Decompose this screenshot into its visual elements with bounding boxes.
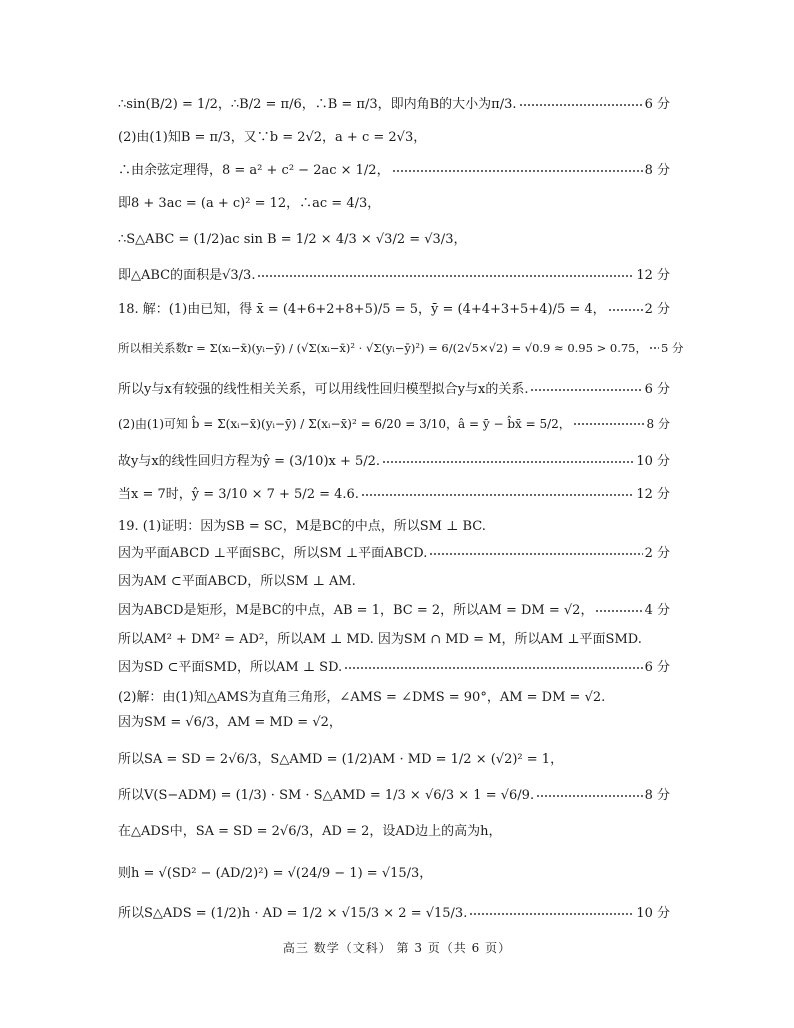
dot-leader: [429, 553, 642, 555]
line-text: 即8 + 3ac = (a + c)² = 12，∴ac = 4/3，: [118, 196, 381, 211]
line-text: 故y与x的线性回归方程为ŷ = (3/10)x + 5/2.: [118, 454, 381, 469]
solution-line-5: [118, 232, 670, 248]
solution-line-14: [118, 546, 670, 562]
line-text: 因为SD ⊂平面SMD，所以AM ⊥ SD.: [118, 660, 343, 675]
line-text: 当x = 7时，ŷ = 3/10 × 7 + 5/2 = 4.6.: [118, 487, 359, 502]
line-text: 所以y与x有较强的线性相关关系，可以用线性回归模型拟合y与x的关系.: [118, 382, 529, 397]
line-text: 因为AM ⊂平面ABCD，所以SM ⊥ AM.: [118, 574, 356, 589]
score-label: 12 分: [636, 487, 670, 502]
solution-line-7: [118, 302, 670, 318]
solution-line-9: [118, 382, 670, 398]
dot-leader: [344, 667, 642, 669]
dot-leader: [257, 275, 634, 277]
line-text: 所以相关系数r = Σ(xᵢ−x̄)(yᵢ−ȳ) / (√Σ(xᵢ−x̄)² · √Σ(yᵢ−ȳ)²) = 6/(2√5×√2) = √0.9 ≈ 0.95 > 0.75，: [118, 341, 647, 355]
dot-leader: [573, 423, 645, 425]
dot-leader: [595, 610, 642, 612]
line-text: ∴由余弦定理得，8 = a² + c² − 2ac × 1/2，: [118, 163, 390, 178]
dot-leader: [530, 389, 642, 391]
line-text: 则h = √(SD² − (AD/2)²) = √(24/9 − 1) = √15/3，: [118, 866, 433, 881]
solution-line-22: [118, 788, 670, 804]
dot-leader: [608, 309, 643, 311]
dot-leader: [649, 347, 659, 349]
score-label: 10 分: [636, 454, 670, 469]
dot-leader: [392, 170, 643, 172]
solution-line-16: [118, 603, 670, 619]
solution-line-24: [118, 866, 670, 882]
score-label: 10 分: [636, 906, 670, 921]
score-label: 12 分: [636, 268, 670, 283]
line-text: ∴S△ABC = (1/2)ac sin B = 1/2 × 4/3 × √3/2 = √3/3，: [118, 232, 467, 247]
score-label: 8 分: [644, 788, 670, 803]
dot-leader: [361, 494, 634, 496]
score-label: 2 分: [644, 546, 670, 561]
solution-line-15: [118, 574, 670, 590]
score-label: 6 分: [644, 382, 670, 397]
line-text: 因为平面ABCD ⊥平面SBC，所以SM ⊥平面ABCD.: [118, 546, 428, 561]
line-text: 在△ADS中，SA = SD = 2√6/3，AD = 2，设AD边上的高为h，: [118, 824, 502, 839]
line-text: 19. (1)证明：因为SB = SC，M是BC的中点，所以SM ⊥ BC.: [118, 519, 486, 534]
solution-line-20: [118, 715, 670, 731]
line-text: 18. 解：(1)由已知，得 x̄ = (4+6+2+8+5)/5 = 5，ȳ = (4+4+3+5+4)/5 = 4，: [118, 302, 606, 317]
solution-line-25: [118, 906, 670, 922]
line-text: (2)由(1)可知 b̂ = Σ(xᵢ−x̄)(yᵢ−ȳ) / Σ(xᵢ−x̄)² = 6/20 = 3/10，â = ȳ − b̂x̄ = 5/2，: [118, 417, 571, 431]
solution-line-3: [118, 163, 670, 179]
solution-line-10: [118, 416, 670, 432]
solution-line-19: [118, 690, 670, 706]
score-label: 2 分: [644, 302, 670, 317]
score-label: 4 分: [644, 603, 670, 618]
line-text: (2)解：由(1)知△AMS为直角三角形，∠AMS = ∠DMS = 90°，AM = DM = √2.: [118, 690, 606, 705]
line-text: 所以S△ADS = (1/2)h · AD = 1/2 × √15/3 × 2 = √15/3.: [118, 906, 468, 921]
solution-line-1: [118, 97, 670, 113]
solution-line-12: [118, 487, 670, 503]
page-footer: 高三 数学（文科） 第 3 页（共 6 页）: [282, 941, 512, 955]
solution-line-23: [118, 824, 670, 840]
solution-line-18: [118, 660, 670, 676]
score-label: 6 分: [644, 660, 670, 675]
dot-leader: [469, 913, 634, 915]
solution-line-11: [118, 454, 670, 470]
solution-line-8: [118, 340, 684, 356]
solution-line-17: [118, 632, 670, 648]
dot-leader: [536, 795, 643, 797]
line-text: 所以AM² + DM² = AD²，所以AM ⊥ MD. 因为SM ∩ MD = M，所以AM ⊥平面SMD.: [118, 632, 642, 647]
line-text: 因为ABCD是矩形，M是BC的中点，AB = 1，BC = 2，所以AM = DM = √2，: [118, 603, 594, 618]
score-label: 8 分: [644, 163, 670, 178]
solution-line-6: [118, 268, 670, 284]
line-text: ∴sin(B/2) = 1/2，∴B/2 = π/6，∴B = π/3，即内角B的大小为π/3.: [118, 97, 517, 112]
line-text: (2)由(1)知B = π/3，又∵b = 2√2，a + c = 2√3，: [118, 130, 427, 145]
solution-line-4: [118, 196, 670, 212]
line-text: 所以V(S−ADM) = (1/3) · SM · S△AMD = 1/3 × √6/3 × 1 = √6/9.: [118, 788, 535, 803]
score-label: 6 分: [644, 97, 670, 112]
line-text: 因为SM = √6/3，AM = MD = √2，: [118, 715, 342, 730]
solution-line-21: [118, 752, 670, 768]
score-label: 8 分: [646, 417, 670, 431]
solution-line-2: [118, 130, 670, 146]
line-text: 即△ABC的面积是√3/3.: [118, 268, 256, 283]
solution-line-13: [118, 519, 670, 535]
score-label: 5 分: [660, 341, 684, 355]
dot-leader: [519, 104, 643, 106]
line-text: 所以SA = SD = 2√6/3，S△AMD = (1/2)AM · MD = 1/2 × (√2)² = 1，: [118, 752, 564, 767]
dot-leader: [382, 461, 634, 463]
